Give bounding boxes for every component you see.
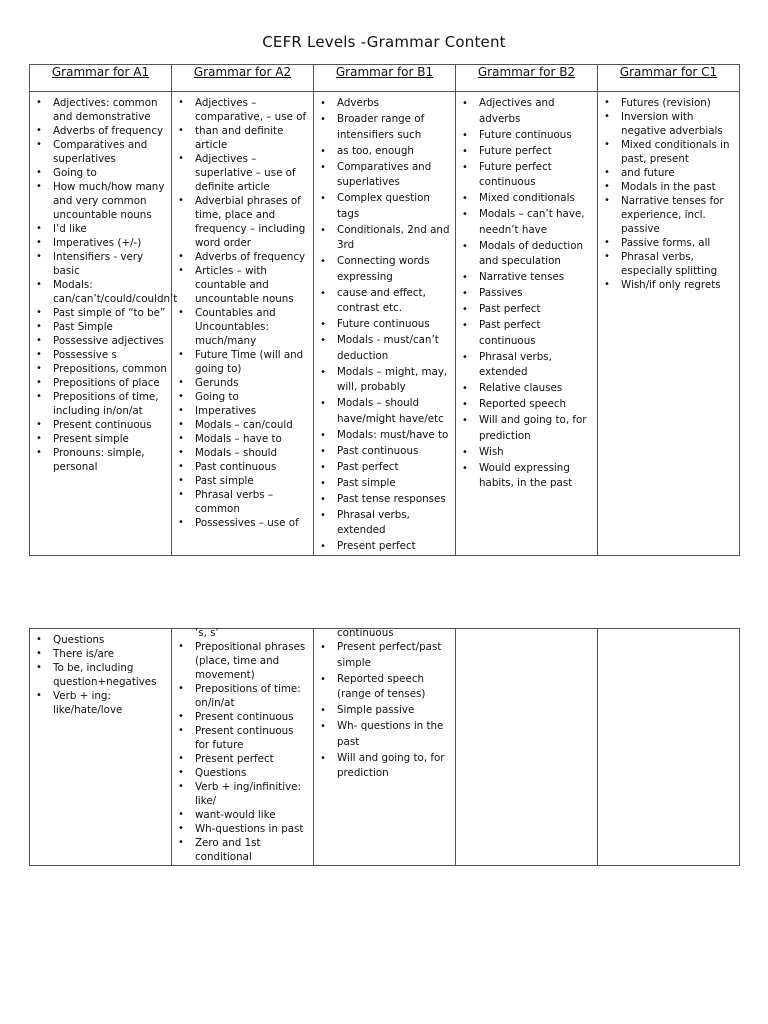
a1-list-continued bbox=[30, 629, 171, 717]
list-item: • Prepositions of place bbox=[53, 376, 167, 390]
list-item: • Present simple bbox=[53, 432, 167, 446]
list-item: • Adjectives and adverbs bbox=[479, 96, 593, 127]
list-item: • Modals – can/could bbox=[195, 418, 309, 432]
list-item: • Articles – with countable and uncountable nouns bbox=[195, 264, 309, 306]
list-item: • Narrative tenses for experience, incl. passive bbox=[621, 194, 735, 236]
list-item: • cause and effect, contrast etc. bbox=[337, 286, 451, 317]
b1-cell bbox=[314, 92, 456, 556]
list-item: • Future continuous bbox=[337, 317, 451, 333]
a1-cell-continued bbox=[30, 629, 172, 866]
list-item: • Present perfect/past simple bbox=[337, 640, 451, 671]
list-item: • Reported speech bbox=[479, 397, 593, 413]
list-item: • Wish bbox=[479, 445, 593, 461]
list-item: • Conditionals, 2nd and 3rd bbox=[337, 223, 451, 254]
list-item: • Past Simple bbox=[53, 320, 167, 334]
b2-cell-continued bbox=[456, 629, 598, 866]
list-item: • Phrasal verbs, extended bbox=[337, 508, 451, 539]
b1-cell-continued bbox=[314, 629, 456, 866]
list-item: • Adverbs of frequency bbox=[195, 250, 309, 264]
list-item: • as too, enough bbox=[337, 144, 451, 160]
list-item: • Present perfect bbox=[337, 539, 451, 555]
list-item: • Modals: can/can’t/could/couldn’t bbox=[53, 278, 167, 306]
list-item: • Inversion with negative adverbials bbox=[621, 110, 735, 138]
list-item: • Futures (revision) bbox=[621, 96, 735, 110]
header-b2: Grammar for B2 bbox=[456, 65, 598, 92]
a2-cell-continued bbox=[172, 629, 314, 866]
list-item: • Future perfect continuous bbox=[479, 160, 593, 191]
list-item: • Questions bbox=[53, 633, 167, 647]
list-item: • Present continuous bbox=[53, 418, 167, 432]
content-row bbox=[30, 92, 740, 556]
a2-continued-text: ‘s, s’ bbox=[195, 627, 219, 639]
list-item: • Prepositions of time, including in/on/at bbox=[53, 390, 167, 418]
list-item: • Prepositions of time: on/in/at bbox=[195, 682, 309, 710]
b2-cell bbox=[456, 92, 598, 556]
header-a2: Grammar for A2 bbox=[172, 65, 314, 92]
list-item: • Comparatives and superlatives bbox=[337, 160, 451, 191]
c1-list bbox=[598, 92, 739, 292]
list-item: • Past tense responses bbox=[337, 492, 451, 508]
list-item: • Modals of deduction and speculation bbox=[479, 239, 593, 270]
list-item: • Past simple bbox=[195, 474, 309, 488]
list-item: • Present continuous bbox=[195, 710, 309, 724]
page-title: CEFR Levels -Grammar Content bbox=[262, 33, 506, 51]
list-item: • Pronouns: simple, personal bbox=[53, 446, 167, 474]
list-item: • How much/how many and very common uncountable nouns bbox=[53, 180, 167, 222]
list-item: • Modals – should have/might have/etc bbox=[337, 396, 451, 427]
list-item: • Future continuous bbox=[479, 128, 593, 144]
list-item: • Verb + ing: like/hate/love bbox=[53, 689, 167, 717]
list-item: • want-would like bbox=[195, 808, 309, 822]
list-item: • than and definite article bbox=[195, 124, 309, 152]
list-item: • Going to bbox=[53, 166, 167, 180]
list-item: • Imperatives (+/-) bbox=[53, 236, 167, 250]
list-item: • Connecting words expressing bbox=[337, 254, 451, 285]
list-item: • Past perfect bbox=[337, 460, 451, 476]
header-b1: Grammar for B1 bbox=[314, 65, 456, 92]
list-item: • Wh-questions in past bbox=[195, 822, 309, 836]
list-item: • Modals – might, may, will, probably bbox=[337, 365, 451, 396]
list-item: • Adverbs of frequency bbox=[53, 124, 167, 138]
grammar-table-page1 bbox=[29, 64, 740, 556]
list-item: • Gerunds bbox=[195, 376, 309, 390]
list-item: • Questions bbox=[195, 766, 309, 780]
list-item: • Intensifiers - very basic bbox=[53, 250, 167, 278]
list-item: • Mixed conditionals bbox=[479, 191, 593, 207]
list-item: • Possessives – use of bbox=[195, 516, 309, 530]
list-item: • Prepositional phrases (place, time and movement) bbox=[195, 640, 309, 682]
list-item: • Modals – should bbox=[195, 446, 309, 460]
list-item: • Present continuous for future bbox=[195, 724, 309, 752]
a1-cell bbox=[30, 92, 178, 556]
c1-cell-continued bbox=[598, 629, 740, 866]
list-item: • Adverbs bbox=[337, 96, 451, 112]
list-item: • Complex question tags bbox=[337, 191, 451, 222]
list-item: • Past continuous bbox=[195, 460, 309, 474]
list-item: • Verb + ing/infinitive: like/ bbox=[195, 780, 309, 808]
header-a1: Grammar for A1 bbox=[30, 65, 172, 92]
list-item: • Phrasal verbs – common bbox=[195, 488, 309, 516]
list-item: • Possessive adjectives bbox=[53, 334, 167, 348]
list-item: • Relative clauses bbox=[479, 381, 593, 397]
list-item: • Will and going to, for prediction bbox=[337, 751, 451, 782]
list-item: • Future perfect bbox=[479, 144, 593, 160]
b1-continued-text: continuous bbox=[337, 627, 394, 639]
list-item: • Adjectives – superlative – use of definite article bbox=[195, 152, 309, 194]
list-item: • Going to bbox=[195, 390, 309, 404]
list-item: • Past continuous bbox=[337, 444, 451, 460]
list-item: • Adverbial phrases of time, place and frequency – including word order bbox=[195, 194, 309, 250]
b2-list bbox=[456, 92, 597, 492]
header-row bbox=[30, 65, 740, 92]
list-item: • Phrasal verbs, especially splitting bbox=[621, 250, 735, 278]
a1-list bbox=[30, 92, 178, 474]
list-item: • Modals in the past bbox=[621, 180, 735, 194]
list-item: • Passive forms, all bbox=[621, 236, 735, 250]
list-item: • Modals – can’t have, needn’t have bbox=[479, 207, 593, 238]
list-item: • Possessive s bbox=[53, 348, 167, 362]
list-item: • Zero and 1st conditional bbox=[195, 836, 309, 864]
list-item: • Future Time (will and going to) bbox=[195, 348, 309, 376]
list-item: • Narrative tenses bbox=[479, 270, 593, 286]
list-item: • Reported speech (range of tenses) bbox=[337, 672, 451, 703]
list-item: • Countables and Uncountables: much/many bbox=[195, 306, 309, 348]
grammar-table-page2 bbox=[29, 628, 740, 866]
b1-list-continued bbox=[314, 640, 455, 782]
list-item: • Would expressing habits, in the past bbox=[479, 461, 593, 492]
header-c1: Grammar for C1 bbox=[598, 65, 740, 92]
list-item: • To be, including question+negatives bbox=[53, 661, 167, 689]
list-item: • Mixed conditionals in past, present bbox=[621, 138, 735, 166]
a2-cell bbox=[172, 92, 314, 556]
list-item: • Adjectives – comparative, – use of bbox=[195, 96, 309, 124]
list-item: • Past simple of “to be” bbox=[53, 306, 167, 320]
a2-list-continued bbox=[172, 640, 313, 864]
list-item: • Will and going to, for prediction bbox=[479, 413, 593, 444]
list-item: • Passives bbox=[479, 286, 593, 302]
b1-list bbox=[314, 92, 455, 555]
list-item: • Modals: must/have to bbox=[337, 428, 451, 444]
list-item: • and future bbox=[621, 166, 735, 180]
list-item: • Phrasal verbs, extended bbox=[479, 350, 593, 381]
list-item: • Adjectives: common and demonstrative bbox=[53, 96, 167, 124]
list-item: • There is/are bbox=[53, 647, 167, 661]
c1-cell bbox=[598, 92, 740, 556]
list-item: • Past perfect continuous bbox=[479, 318, 593, 349]
list-item: • Simple passive bbox=[337, 703, 451, 719]
list-item: • Imperatives bbox=[195, 404, 309, 418]
content-row-continued bbox=[30, 629, 740, 866]
list-item: • I’d like bbox=[53, 222, 167, 236]
list-item: • Present perfect bbox=[195, 752, 309, 766]
a2-list bbox=[172, 92, 313, 530]
list-item: • Modals - must/can’t deduction bbox=[337, 333, 451, 364]
list-item: • Broader range of intensifiers such bbox=[337, 112, 451, 143]
list-item: • Past simple bbox=[337, 476, 451, 492]
list-item: • Past perfect bbox=[479, 302, 593, 318]
list-item: • Prepositions, common bbox=[53, 362, 167, 376]
list-item: • Wish/if only regrets bbox=[621, 278, 735, 292]
list-item: • Comparatives and superlatives bbox=[53, 138, 167, 166]
list-item: • Wh- questions in the past bbox=[337, 719, 451, 750]
list-item: • Modals – have to bbox=[195, 432, 309, 446]
